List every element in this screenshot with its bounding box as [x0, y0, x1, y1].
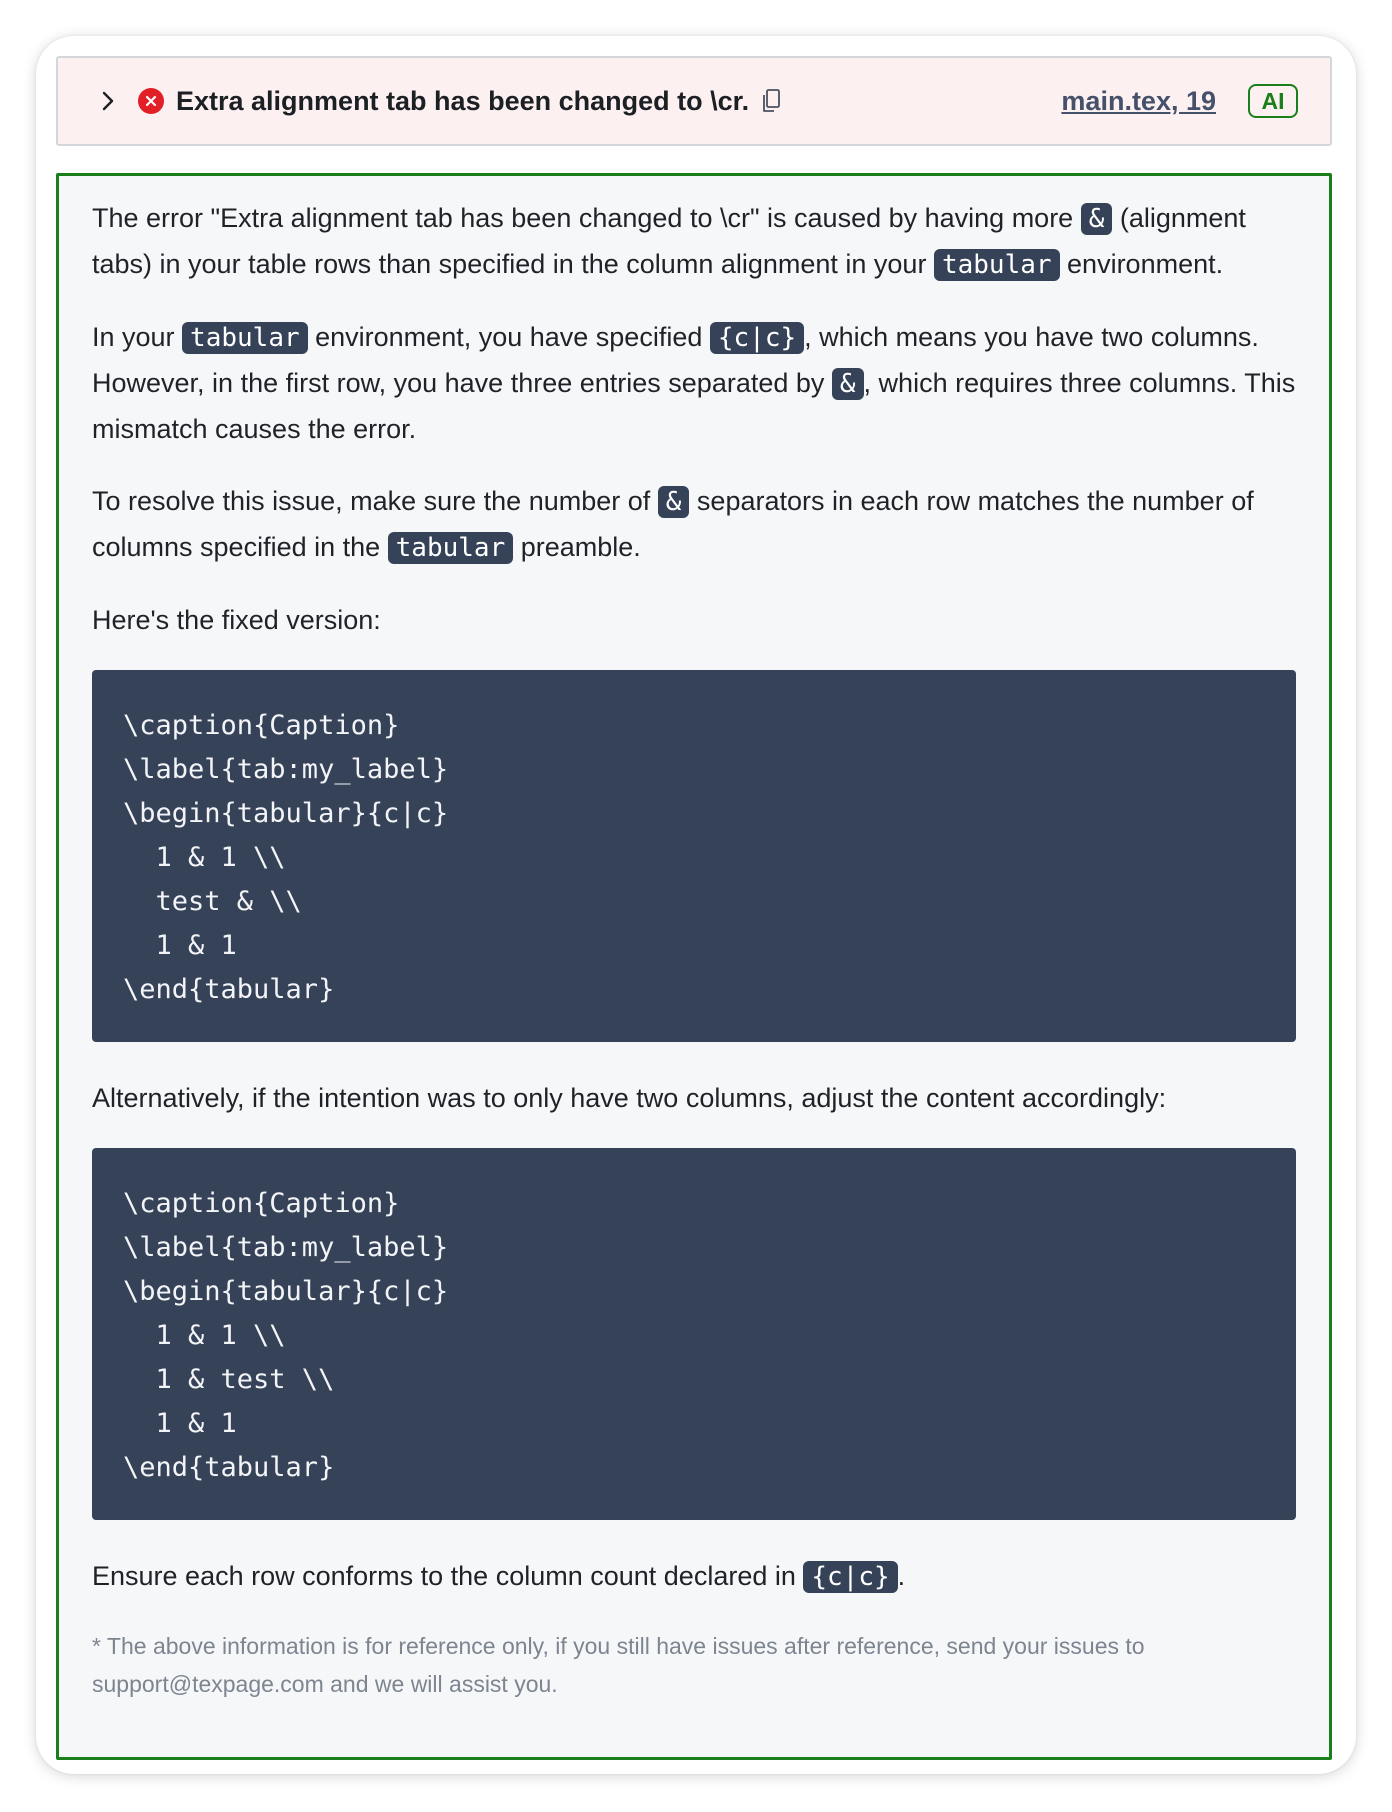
text-run: (alignment tabs) in your table rows than specified in the column alignment in your — [92, 203, 1246, 279]
inline-code: {c|c} — [803, 1561, 897, 1593]
error-title: Extra alignment tab has been changed to \cr. — [176, 85, 750, 116]
answer-paragraph-5: Alternatively, if the intention was to only have two columns, adjust the content accordingly: — [92, 1083, 1167, 1113]
text-run: Ensure each row conforms to the column count declared in — [92, 1561, 804, 1591]
answer-paragraph-1 — [92, 196, 1296, 288]
error-circle-icon — [138, 88, 164, 114]
text-run: . — [897, 1561, 906, 1591]
inline-code: tabular — [388, 532, 514, 564]
inline-code: & — [832, 368, 864, 400]
inline-code: & — [658, 486, 690, 518]
text-run: In your — [92, 322, 183, 352]
inline-code: tabular — [934, 249, 1060, 281]
chevron-right-icon[interactable] — [88, 90, 128, 112]
ai-badge-button[interactable]: AI — [1248, 84, 1298, 118]
inline-code: tabular — [182, 322, 308, 354]
text-run: preamble. — [513, 532, 641, 562]
text-run: , which means you have two columns. However, in the first row, you have three entries separated by — [92, 322, 1259, 398]
text-run: To resolve this issue, make sure the number of — [92, 486, 658, 516]
text-run: separators in each row matches the number of columns specified in the — [92, 486, 1254, 562]
text-run: The error "Extra alignment tab has been changed to \cr" is caused by having more — [92, 203, 1081, 233]
file-location-link[interactable]: main.tex, 19 — [1061, 85, 1216, 116]
inline-code: & — [1081, 203, 1113, 235]
inline-code: {c|c} — [710, 322, 804, 354]
answer-paragraph-2 — [92, 315, 1296, 452]
disclaimer-note: * The above information is for reference only, if you still have issues after reference, send your issues to support@texpage.com and we will assist you. — [92, 1633, 1145, 1697]
ai-answer-panel — [56, 173, 1332, 1760]
code-block-fixed-version[interactable]: \caption{Caption} \label{tab:my_label} \begin{tabular}{c|c} 1 & 1 \\ test & \\ 1 & 1 \end{tabular} — [92, 670, 1296, 1042]
error-header[interactable] — [56, 56, 1332, 146]
text-run: environment, you have specified — [307, 322, 710, 352]
answer-paragraph-3 — [92, 479, 1296, 571]
code-block-alternative[interactable]: \caption{Caption} \label{tab:my_label} \begin{tabular}{c|c} 1 & 1 \\ 1 & test \\ 1 & 1 \end{tabular} — [92, 1148, 1296, 1520]
answer-paragraph-4: Here's the fixed version: — [92, 605, 381, 635]
copy-icon[interactable] — [761, 88, 781, 114]
text-run: environment. — [1059, 249, 1224, 279]
answer-paragraph-6 — [92, 1554, 1296, 1600]
text-run: , which requires three columns. This mismatch causes the error. — [92, 368, 1296, 444]
